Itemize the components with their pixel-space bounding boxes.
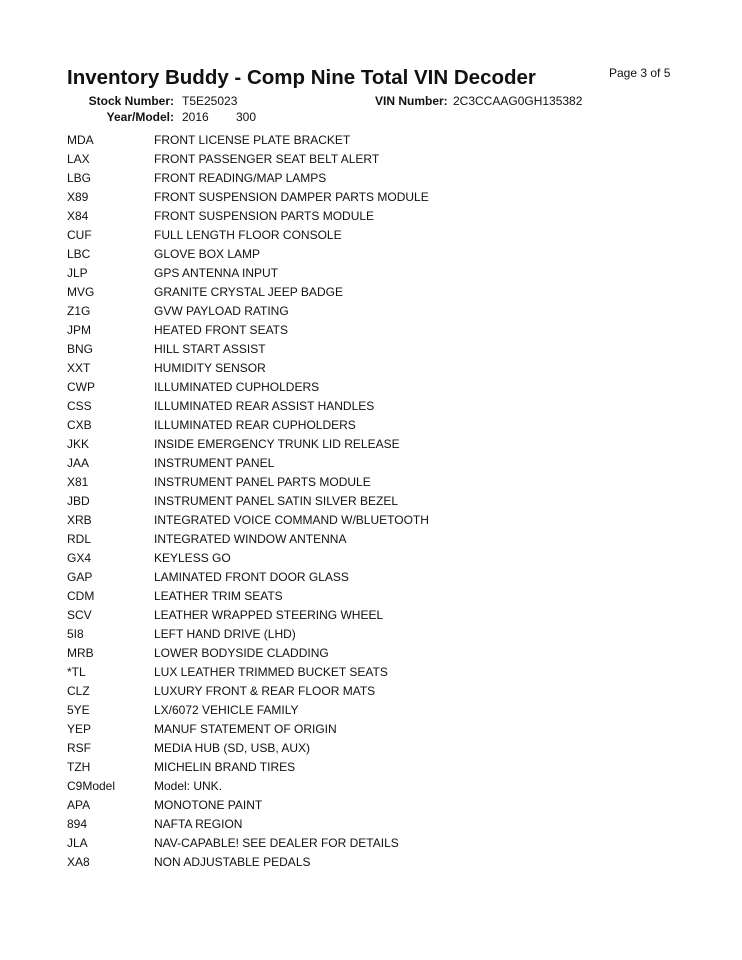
- option-description: NAFTA REGION: [154, 817, 243, 831]
- option-row: [67, 568, 687, 587]
- option-code: CXB: [67, 418, 92, 432]
- option-row: [67, 758, 687, 777]
- option-row: [67, 834, 687, 853]
- option-row: [67, 530, 687, 549]
- option-code: LBC: [67, 247, 91, 261]
- option-code: CLZ: [67, 684, 90, 698]
- option-row: [67, 720, 687, 739]
- option-row: [67, 663, 687, 682]
- option-description: FRONT PASSENGER SEAT BELT ALERT: [154, 152, 380, 166]
- option-row: [67, 549, 687, 568]
- option-row: [67, 302, 687, 321]
- option-description: GVW PAYLOAD RATING: [154, 304, 289, 318]
- option-description: LAMINATED FRONT DOOR GLASS: [154, 570, 349, 584]
- option-description: GPS ANTENNA INPUT: [154, 266, 279, 280]
- option-row: [67, 587, 687, 606]
- option-description: HUMIDITY SENSOR: [154, 361, 266, 375]
- option-row: [67, 682, 687, 701]
- option-description: MONOTONE PAINT: [154, 798, 263, 812]
- option-description: INSTRUMENT PANEL PARTS MODULE: [154, 475, 371, 489]
- option-row: [67, 321, 687, 340]
- vin-number-value: 2C3CCAAG0GH135382: [453, 94, 583, 108]
- option-code: CUF: [67, 228, 92, 242]
- option-row: [67, 340, 687, 359]
- option-description: FULL LENGTH FLOOR CONSOLE: [154, 228, 342, 242]
- option-code: JBD: [67, 494, 90, 508]
- option-row: [67, 625, 687, 644]
- option-code: XXT: [67, 361, 91, 375]
- option-description: INSTRUMENT PANEL SATIN SILVER BEZEL: [154, 494, 399, 508]
- option-row: [67, 188, 687, 207]
- option-code: BNG: [67, 342, 94, 356]
- option-row: [67, 226, 687, 245]
- option-code: JKK: [67, 437, 90, 451]
- option-code: Z1G: [67, 304, 91, 318]
- option-code: JAA: [67, 456, 90, 470]
- option-description: LUXURY FRONT & REAR FLOOR MATS: [154, 684, 376, 698]
- option-code: C9Model: [67, 779, 116, 793]
- option-row: [67, 416, 687, 435]
- option-code: 894: [67, 817, 88, 831]
- option-description: LEFT HAND DRIVE (LHD): [154, 627, 296, 641]
- option-code: RSF: [67, 741, 91, 755]
- option-row: [67, 245, 687, 264]
- option-row: [67, 701, 687, 720]
- option-description: FRONT LICENSE PLATE BRACKET: [154, 133, 351, 147]
- option-description: MEDIA HUB (SD, USB, AUX): [154, 741, 311, 755]
- option-row: [67, 473, 687, 492]
- option-description: ILLUMINATED REAR CUPHOLDERS: [154, 418, 356, 432]
- option-code: X81: [67, 475, 89, 489]
- option-code: MDA: [67, 133, 94, 147]
- option-description: FRONT SUSPENSION PARTS MODULE: [154, 209, 375, 223]
- option-code: CWP: [67, 380, 95, 394]
- option-code: JLA: [67, 836, 88, 850]
- option-code: 5YE: [67, 703, 90, 717]
- option-code-list: [67, 131, 687, 872]
- option-code: SCV: [67, 608, 92, 622]
- option-description: HEATED FRONT SEATS: [154, 323, 289, 337]
- option-description: GRANITE CRYSTAL JEEP BADGE: [154, 285, 343, 299]
- stock-number-value: T5E25023: [182, 94, 238, 108]
- vin-number-label: VIN Number:: [375, 94, 448, 108]
- option-description: INSTRUMENT PANEL: [154, 456, 275, 470]
- year-model-label: Year/Model:: [106, 110, 174, 124]
- option-description: HILL START ASSIST: [154, 342, 266, 356]
- option-code: CDM: [67, 589, 95, 603]
- option-row: [67, 853, 687, 872]
- option-code: JPM: [67, 323, 91, 337]
- option-description: GLOVE BOX LAMP: [154, 247, 261, 261]
- option-code: X89: [67, 190, 89, 204]
- option-description: MANUF STATEMENT OF ORIGIN: [154, 722, 337, 736]
- option-code: TZH: [67, 760, 91, 774]
- option-description: MICHELIN BRAND TIRES: [154, 760, 296, 774]
- option-description: INSIDE EMERGENCY TRUNK LID RELEASE: [154, 437, 400, 451]
- option-code: MRB: [67, 646, 94, 660]
- option-row: [67, 150, 687, 169]
- option-description: KEYLESS GO: [154, 551, 231, 565]
- option-row: [67, 131, 687, 150]
- option-description: FRONT SUSPENSION DAMPER PARTS MODULE: [154, 190, 429, 204]
- option-row: [67, 511, 687, 530]
- option-description: NAV-CAPABLE! SEE DEALER FOR DETAILS: [154, 836, 399, 850]
- option-row: [67, 397, 687, 416]
- option-code: *TL: [67, 665, 86, 679]
- option-description: INTEGRATED VOICE COMMAND W/BLUETOOTH: [154, 513, 429, 527]
- option-description: ILLUMINATED CUPHOLDERS: [154, 380, 320, 394]
- option-code: CSS: [67, 399, 92, 413]
- stock-number-label: Stock Number:: [88, 94, 174, 108]
- option-description: LUX LEATHER TRIMMED BUCKET SEATS: [154, 665, 388, 679]
- option-code: GX4: [67, 551, 92, 565]
- option-row: [67, 606, 687, 625]
- option-row: [67, 492, 687, 511]
- option-code: LAX: [67, 152, 90, 166]
- option-description: LEATHER WRAPPED STEERING WHEEL: [154, 608, 384, 622]
- option-description: ILLUMINATED REAR ASSIST HANDLES: [154, 399, 375, 413]
- option-description: INTEGRATED WINDOW ANTENNA: [154, 532, 347, 546]
- option-row: [67, 264, 687, 283]
- option-code: MVG: [67, 285, 95, 299]
- option-description: Model: UNK.: [154, 779, 223, 793]
- option-code: YEP: [67, 722, 92, 736]
- option-description: NON ADJUSTABLE PEDALS: [154, 855, 311, 869]
- option-row: [67, 644, 687, 663]
- document-title: Inventory Buddy - Comp Nine Total VIN Decoder: [67, 66, 536, 89]
- option-row: [67, 454, 687, 473]
- page-indicator: Page 3 of 5: [609, 66, 671, 80]
- option-row: [67, 435, 687, 454]
- option-row: [67, 739, 687, 758]
- option-row: [67, 169, 687, 188]
- option-code: LBG: [67, 171, 92, 185]
- option-code: JLP: [67, 266, 88, 280]
- option-row: [67, 283, 687, 302]
- option-row: [67, 777, 687, 796]
- option-description: FRONT READING/MAP LAMPS: [154, 171, 327, 185]
- option-code: 5I8: [67, 627, 84, 641]
- option-code: X84: [67, 209, 89, 223]
- option-code: RDL: [67, 532, 92, 546]
- option-code: XRB: [67, 513, 92, 527]
- option-code: GAP: [67, 570, 93, 584]
- option-row: [67, 378, 687, 397]
- option-row: [67, 815, 687, 834]
- option-description: LEATHER TRIM SEATS: [154, 589, 283, 603]
- option-code: XA8: [67, 855, 90, 869]
- year-value: 2016: [182, 110, 209, 124]
- model-value: 300: [236, 110, 257, 124]
- option-row: [67, 207, 687, 226]
- option-code: APA: [67, 798, 91, 812]
- option-row: [67, 796, 687, 815]
- option-row: [67, 359, 687, 378]
- option-description: LOWER BODYSIDE CLADDING: [154, 646, 329, 660]
- option-description: LX/6072 VEHICLE FAMILY: [154, 703, 299, 717]
